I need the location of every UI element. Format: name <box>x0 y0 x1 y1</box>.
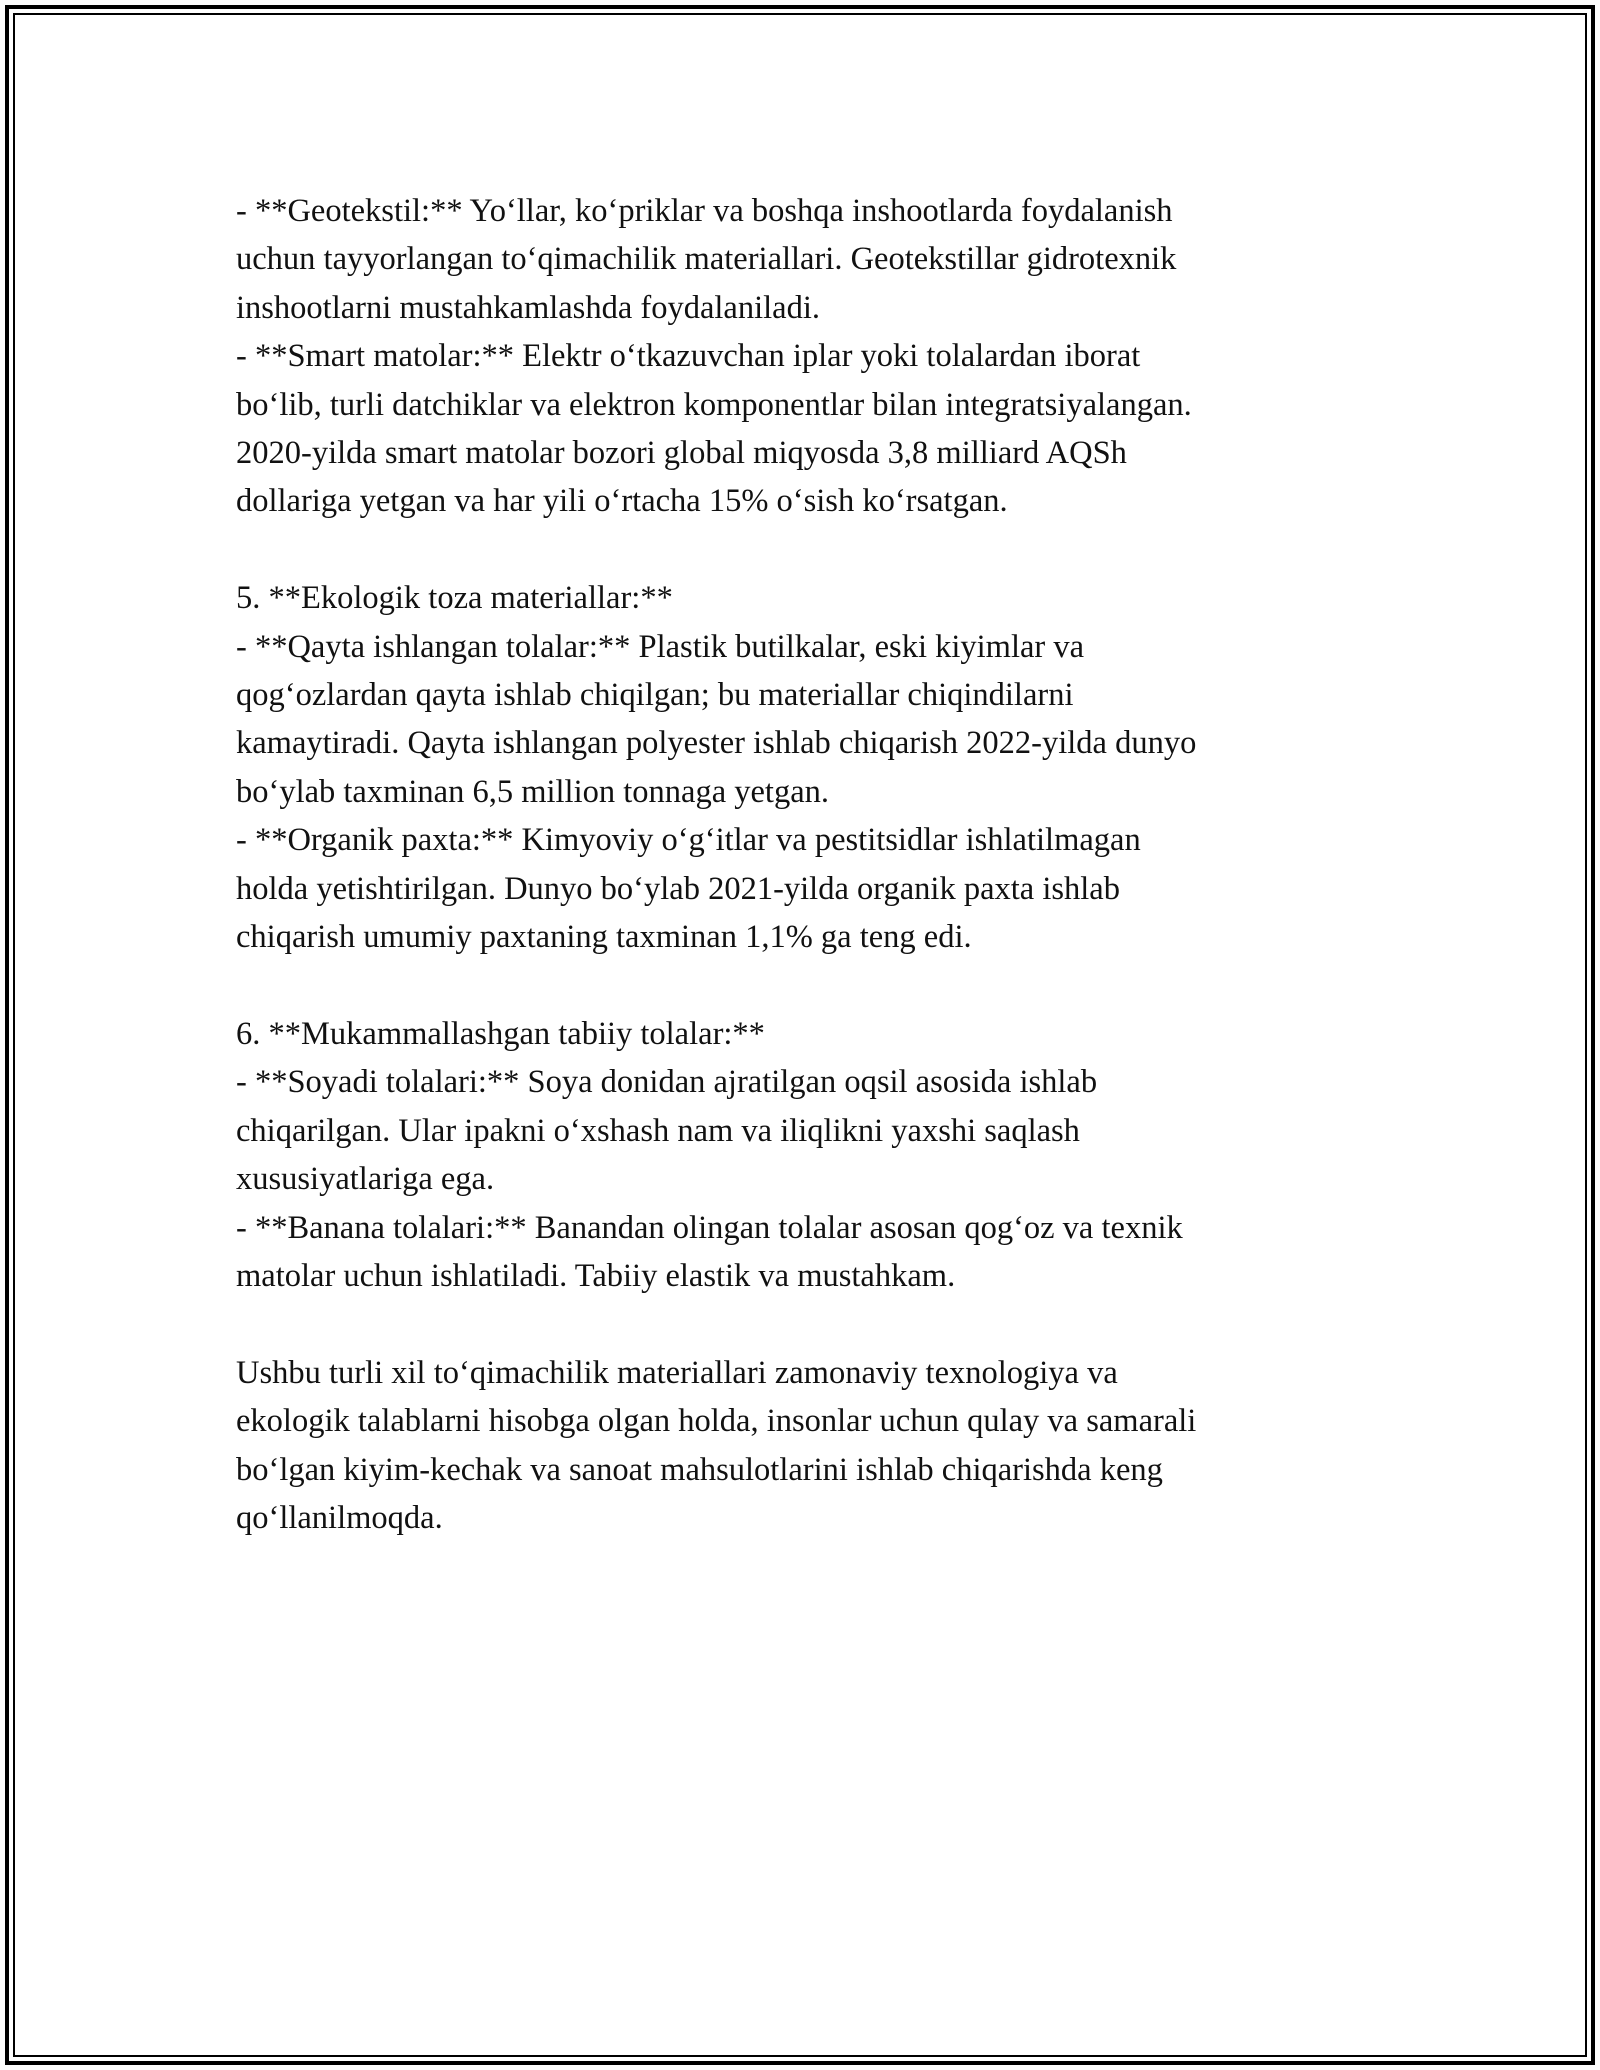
geotekstil-paragraph: - **Geotekstil:** Yo‘llar, ko‘priklar va boshqa inshootlarda foydalanish uchun tayyorlangan to‘qimachilik materiallari. Geotekstillar gidrotexnik inshootlarni mustahkamlashda foydalaniladi. <box>236 193 1177 326</box>
conclusion-paragraph: Ushbu turli xil to‘qimachilik materiallari zamonaviy texnologiya va ekologik talablarni hisobga olgan holda, insonlar uchun qulay va samarali bo‘lgan kiyim-kechak va sanoat mahsulotlarini ishlab chiqarishda keng qo‘llanilmoqda. <box>236 1354 1197 1536</box>
paragraph-gap <box>236 961 1366 1009</box>
soyadi-paragraph: - **Soyadi tolalari:** Soya donidan ajratilgan oqsil asosida ishlab chiqarilgan. Ular ipakni o‘xshash nam va iliqlikni yaxshi saqlash xususiyatlariga ega. <box>236 1064 1098 1198</box>
smart-matolar-paragraph: - **Smart matolar:** Elektr o‘tkazuvchan iplar yoki tolalardan iborat bo‘lib, turli datchiklar va elektron komponentlar bilan integratsiyalangan. 2020-yilda smart matolar bozori global miqyosda 3,8 milliard AQSh dollariga yetgan va har yili o‘rtacha 15% o‘sish ko‘rsatgan. <box>236 338 1192 520</box>
paragraph-gap <box>236 526 1366 574</box>
document-body <box>236 187 1366 1542</box>
banana-paragraph: - **Banana tolalari:** Banandan olingan tolalar asosan qog‘oz va texnik matolar uchun ishlatiladi. Tabiiy elastik va mustahkam. <box>236 1209 1183 1294</box>
qayta-ishlangan-paragraph: - **Qayta ishlangan tolalar:** Plastik butilkalar, eski kiyimlar va qog‘ozlardan qayta ishlab chiqilgan; bu materiallar chiqindilarni kamaytiradi. Qayta ishlangan polyester ishlab chiqarish 2022-yilda dunyo bo‘ylab taxminan 6,5 million tonnaga yetgan. <box>236 628 1197 810</box>
organik-paxta-paragraph: - **Organik paxta:** Kimyoviy o‘g‘itlar va pestitsidlar ishlatilmagan holda yetishtirilgan. Dunyo bo‘ylab 2021-yilda organik paxta ishlab chiqarish umumiy paxtaning taxminan 1,1% ga teng edi. <box>236 822 1141 956</box>
paragraph-gap <box>236 1300 1366 1348</box>
section-5-heading: 5. **Ekologik toza materiallar:** <box>236 580 673 617</box>
section-6-heading: 6. **Mukammallashgan tabiiy tolalar:** <box>236 1015 765 1052</box>
